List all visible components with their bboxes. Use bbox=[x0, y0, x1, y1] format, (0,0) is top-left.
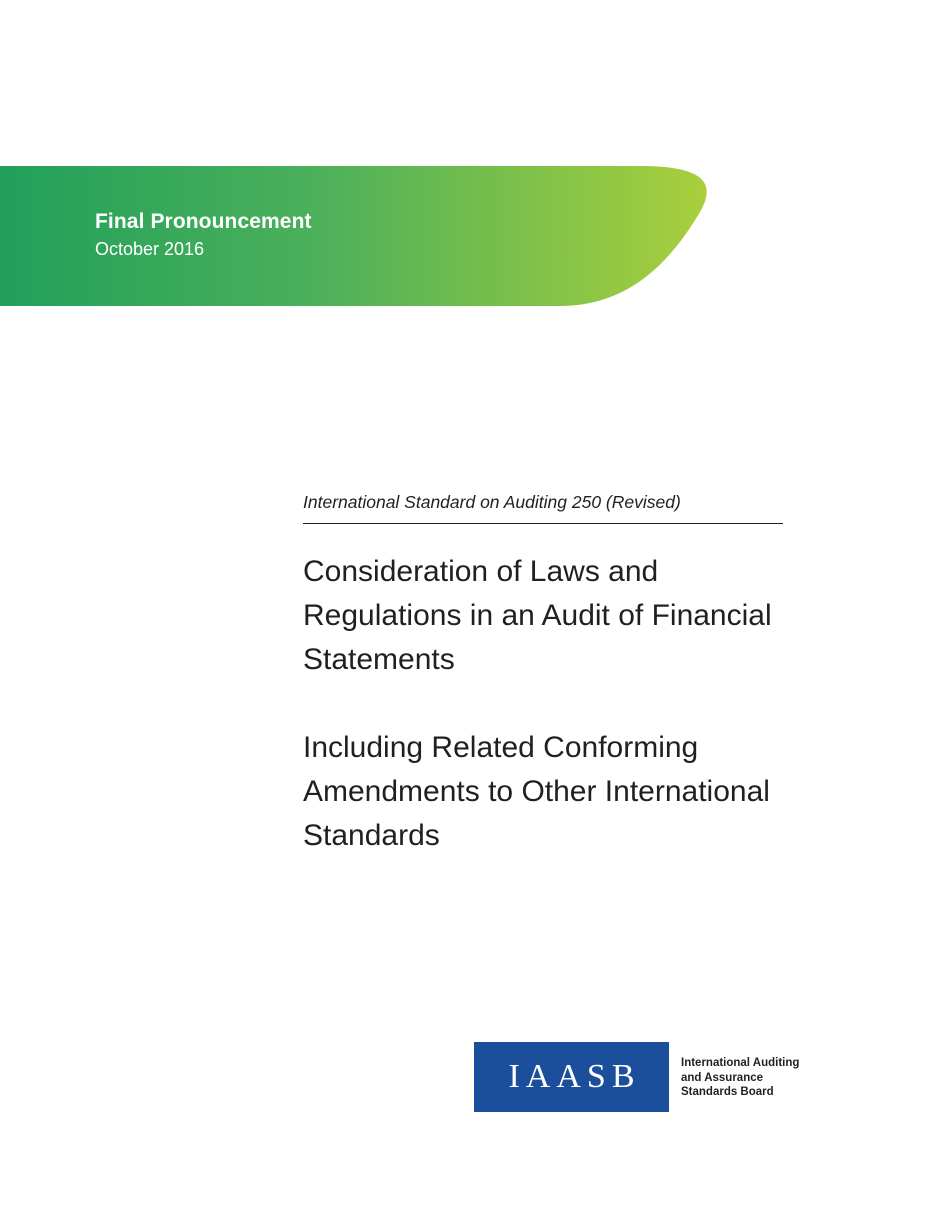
banner-text-group bbox=[95, 210, 312, 260]
standard-reference: International Standard on Auditing 250 (Revised) bbox=[303, 492, 783, 524]
banner-title: Final Pronouncement bbox=[95, 210, 312, 233]
iaasb-logo-text-line1: International Auditing bbox=[681, 1057, 800, 1069]
cover-banner bbox=[0, 166, 750, 306]
iaasb-logo-text-line3: Standards Board bbox=[681, 1086, 774, 1098]
iaasb-logo-mark: IAASB bbox=[474, 1042, 669, 1112]
iaasb-logo-text bbox=[681, 1056, 799, 1100]
iaasb-logo-text-line2: and Assurance bbox=[681, 1071, 764, 1084]
banner-date: October 2016 bbox=[95, 239, 205, 260]
document-subtitle: Including Related Conforming Amendments to Other International Standards bbox=[303, 731, 770, 852]
iaasb-logo bbox=[474, 1042, 799, 1112]
document-title: Consideration of Laws and Regulations in an Audit of Financial Statements bbox=[303, 555, 772, 676]
title-block bbox=[303, 492, 783, 858]
